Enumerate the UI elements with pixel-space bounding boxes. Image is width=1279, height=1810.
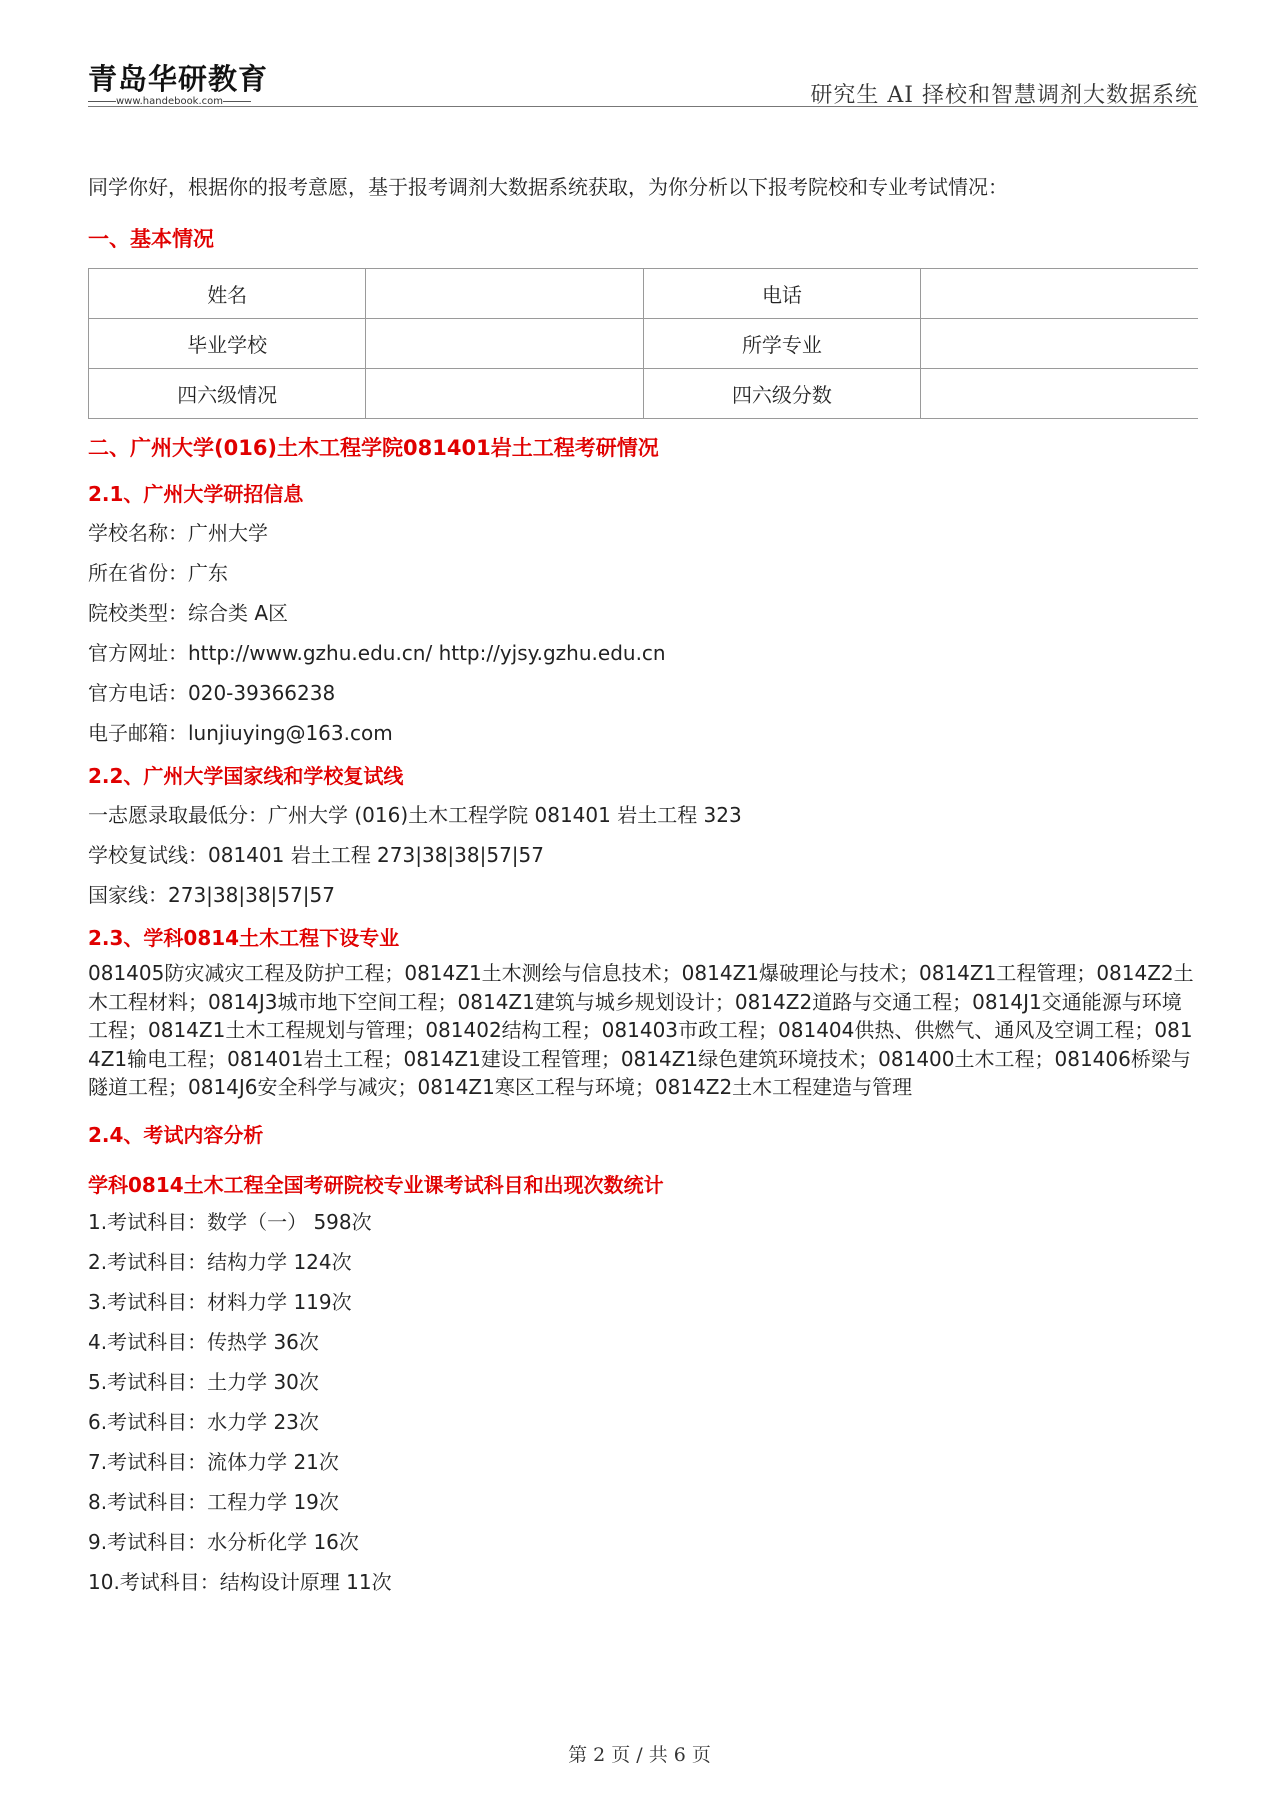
exam-subject-line: 2.考试科目：结构力学 124次 xyxy=(88,1249,352,1274)
exam-subject-line: 10.考试科目：结构设计原理 11次 xyxy=(88,1569,392,1594)
table-row xyxy=(89,269,1199,319)
section2-1-heading: 2.1、广州大学研招信息 xyxy=(88,482,304,506)
exam-subject-line: 5.考试科目：土力学 30次 xyxy=(88,1369,319,1394)
score-line: 学校复试线：081401 岩土工程 273|38|38|57|57 xyxy=(88,843,544,867)
page-header xyxy=(88,62,1198,112)
score-line: 国家线：273|38|38|57|57 xyxy=(88,883,335,907)
table-cell[interactable] xyxy=(921,319,1198,369)
document-body xyxy=(88,172,1198,1602)
exam-subject-line: 3.考试科目：材料力学 119次 xyxy=(88,1289,352,1314)
table-cell[interactable] xyxy=(366,269,643,319)
info-line: 官方网址：http://www.gzhu.edu.cn/ http://yjsy.gzhu.edu.cn xyxy=(88,641,666,665)
table-row xyxy=(89,369,1199,419)
section2-3-heading: 2.3、学科0814土木工程下设专业 xyxy=(88,926,400,950)
exam-stats-subheading: 学科0814土木工程全国考研院校专业课考试科目和出现次数统计 xyxy=(88,1172,664,1197)
table-cell[interactable] xyxy=(921,369,1198,419)
header-rule xyxy=(88,106,1198,107)
score-line: 一志愿录取最低分：广州大学 (016)土木工程学院 081401 岩土工程 323 xyxy=(88,803,742,827)
table-cell[interactable] xyxy=(366,369,643,419)
table-cell: 姓名 xyxy=(89,269,366,319)
exam-subject-line: 9.考试科目：水分析化学 16次 xyxy=(88,1529,359,1554)
exam-subject-line: 1.考试科目：数学（一） 598次 xyxy=(88,1209,372,1234)
page-number: 第 2 页 / 共 6 页 xyxy=(568,1744,711,1766)
table-cell[interactable] xyxy=(366,319,643,369)
info-line: 学校名称：广州大学 xyxy=(88,521,268,545)
intro-text: 同学你好，根据你的报考意愿，基于报考调剂大数据系统获取，为你分析以下报考院校和专业考试情况： xyxy=(88,175,1008,199)
section2-2-heading: 2.2、广州大学国家线和学校复试线 xyxy=(88,764,404,788)
info-line: 电子邮箱：lunjiuying@163.com xyxy=(88,721,393,745)
exam-subject-line: 6.考试科目：水力学 23次 xyxy=(88,1409,319,1434)
table-cell[interactable] xyxy=(921,269,1198,319)
basic-info-table xyxy=(88,268,1198,419)
major-list-paragraph: 081405防灾减灾工程及防护工程；0814Z1土木测绘与信息技术；0814Z1爆破理论与技术；0814Z1工程管理；0814Z2土木工程材料；0814J3城市地下空间工程；0814Z1建筑与城乡规划设计；0814Z2道路与交通工程；0814J1交通能源与环境工程；0814Z1土木工程规划与管理；081402结构工程；081403市政工程；081404供热、供燃气、通风及空调工程；0814Z1输电工程；081401岩土工程；0814Z1建设工程管理；0814Z1绿色建筑环境技术；081400土木工程；081406桥梁与隧道工程；0814J6安全科学与减灾；0814Z1寒区工程与环境；0814Z2土木工程建造与管理 xyxy=(88,961,1194,1099)
info-line: 院校类型：综合类 A区 xyxy=(88,601,289,625)
logo-url: www.handebook.com xyxy=(116,96,224,107)
table-cell: 电话 xyxy=(643,269,920,319)
logo-dash-left xyxy=(88,101,116,102)
exam-subject-line: 7.考试科目：流体力学 21次 xyxy=(88,1449,339,1474)
logo-name: 青岛华研教育 xyxy=(88,62,269,96)
section2-heading: 二、广州大学(016)土木工程学院081401岩土工程考研情况 xyxy=(88,436,659,460)
logo xyxy=(88,62,268,107)
section1-heading: 一、基本情况 xyxy=(88,227,214,251)
info-line: 所在省份：广东 xyxy=(88,561,228,585)
exam-subject-line: 4.考试科目：传热学 36次 xyxy=(88,1329,319,1354)
logo-dash-right xyxy=(223,101,251,102)
table-cell: 毕业学校 xyxy=(89,319,366,369)
table-cell: 四六级情况 xyxy=(89,369,366,419)
info-line: 官方电话：020-39366238 xyxy=(88,681,336,705)
header-title: 研究生 AI 择校和智慧调剂大数据系统 xyxy=(810,83,1198,108)
section2-4-heading: 2.4、考试内容分析 xyxy=(88,1122,264,1147)
table-row xyxy=(89,319,1199,369)
exam-subject-line: 8.考试科目：工程力学 19次 xyxy=(88,1489,339,1514)
table-cell: 四六级分数 xyxy=(643,369,920,419)
table-cell: 所学专业 xyxy=(643,319,920,369)
